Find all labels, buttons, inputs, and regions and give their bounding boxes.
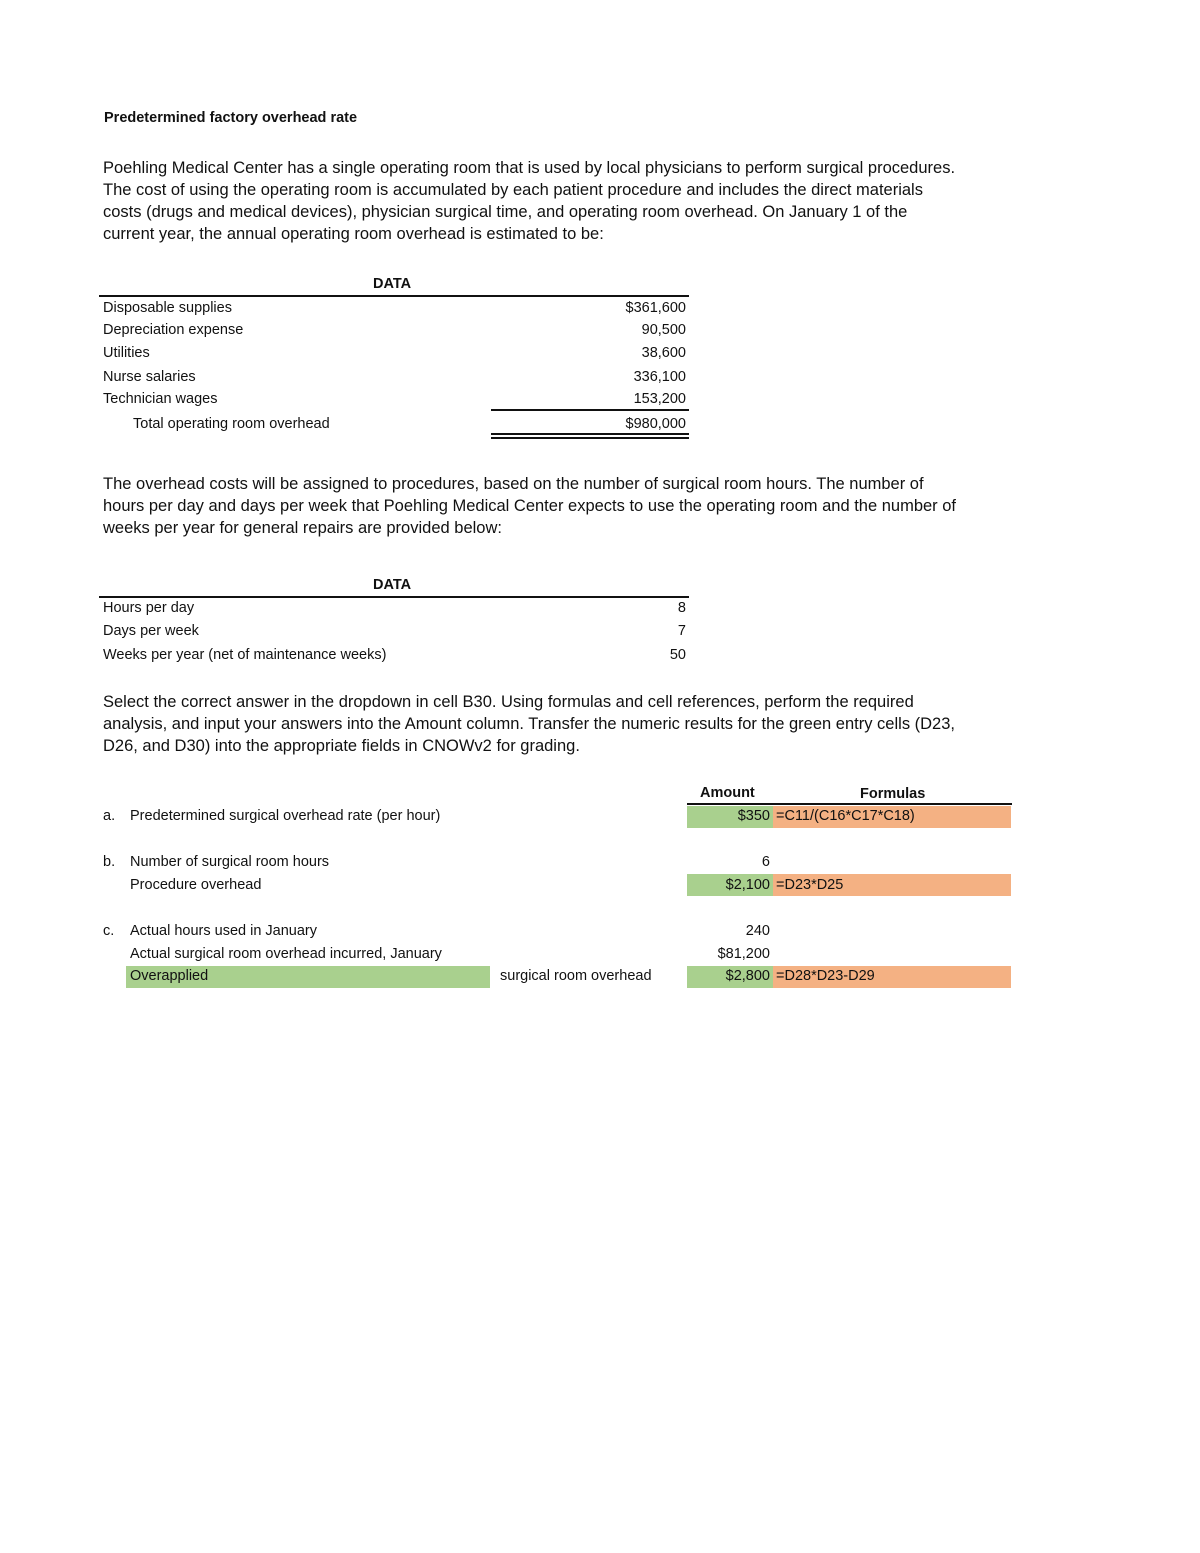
instruction-paragraph [103,691,1023,757]
part-c-hours-label: Actual hours used in January [130,923,317,939]
table2-header: DATA [373,577,412,593]
middle-line: The overhead costs will be assigned to procedures, based on the number of surgical room hours. The number of [103,475,924,493]
table1-subtotal-rule [491,409,689,411]
table1-row-value: 153,200 [633,391,686,407]
table2-header-rule [99,596,689,598]
table1-header: DATA [373,276,412,292]
part-c-actual-value: $81,200 [717,946,770,962]
table1-row-value: 38,600 [641,345,686,361]
over-under-amount-value: $2,800 [725,968,770,984]
instruction-line: analysis, and input your answers into the Amount column. Transfer the numeric results for the green entry cells (D23, [103,715,955,733]
table1-total-rule-bottom [491,437,689,439]
over-under-formula-text: =D28*D23-D29 [776,968,875,984]
part-b-hours-label: Number of surgical room hours [130,854,330,870]
middle-paragraph [103,473,1023,539]
over-under-dropdown-value: Overapplied [130,968,209,984]
amount-column-header: Amount [700,785,755,801]
part-a-letter: a. [103,808,116,824]
formulas-column-header: Formulas [860,786,926,802]
part-c-hours-value: 240 [745,923,770,939]
intro-line: Poehling Medical Center has a single operating room that is used by local physicians to perform surgical procedures. [103,159,956,177]
part-a-label: Predetermined surgical overhead rate (per hour) [130,808,441,824]
table2-row-label: Weeks per year (net of maintenance weeks) [103,647,387,663]
rate-formula-text: =C11/(C16*C17*C18) [776,808,915,824]
procedure-formula-text: =D23*D25 [776,877,844,893]
table1-row-label: Technician wages [103,391,218,407]
intro-line: The cost of using the operating room is accumulated by each patient procedure and includes the direct materials [103,181,923,199]
table1-row-label: Utilities [103,345,150,361]
table1-total-value: $980,000 [625,416,686,432]
part-b-letter: b. [103,854,116,870]
table2-row-label: Hours per day [103,600,195,616]
middle-line: hours per day and days per week that Poehling Medical Center expects to use the operating room and the number of [103,497,957,515]
table1-row-value: 336,100 [633,369,686,385]
page-title: Predetermined factory overhead rate [104,110,358,126]
part-b-hours-value: 6 [761,854,770,870]
table1-total-label: Total operating room overhead [133,416,330,432]
middle-line: weeks per year for general repairs are provided below: [103,519,502,537]
table1-row-value: $361,600 [625,300,686,316]
intro-line: current year, the annual operating room overhead is estimated to be: [103,225,604,243]
instruction-line: D26, and D30) into the appropriate fields in CNOWv2 for grading. [103,737,580,755]
table1-total-rule-top [491,433,689,435]
table2-row-value: 50 [669,647,686,663]
table1-row-label: Nurse salaries [103,369,196,385]
procedure-overhead-value: $2,100 [725,877,770,893]
answer-header-rule [687,803,1012,805]
table2-row-label: Days per week [103,623,199,639]
table2-row-value: 8 [677,600,686,616]
table1-row-label: Depreciation expense [103,322,244,338]
instruction-line: Select the correct answer in the dropdown in cell B30. Using formulas and cell references, perform the required [103,693,914,711]
rate-amount-value: $350 [737,808,770,824]
part-c-letter: c. [103,923,115,939]
part-b-overhead-label: Procedure overhead [130,877,262,893]
part-c-suffix-label: surgical room overhead [500,968,652,984]
table2-row-value: 7 [677,623,686,639]
table1-row-label: Disposable supplies [103,300,232,316]
table1-header-rule [99,295,689,297]
part-c-actual-label: Actual surgical room overhead incurred, January [130,946,442,962]
table1-row-value: 90,500 [641,322,686,338]
intro-line: costs (drugs and medical devices), physician surgical time, and operating room overhead. On January 1 of the [103,203,908,221]
intro-paragraph [103,157,1023,245]
